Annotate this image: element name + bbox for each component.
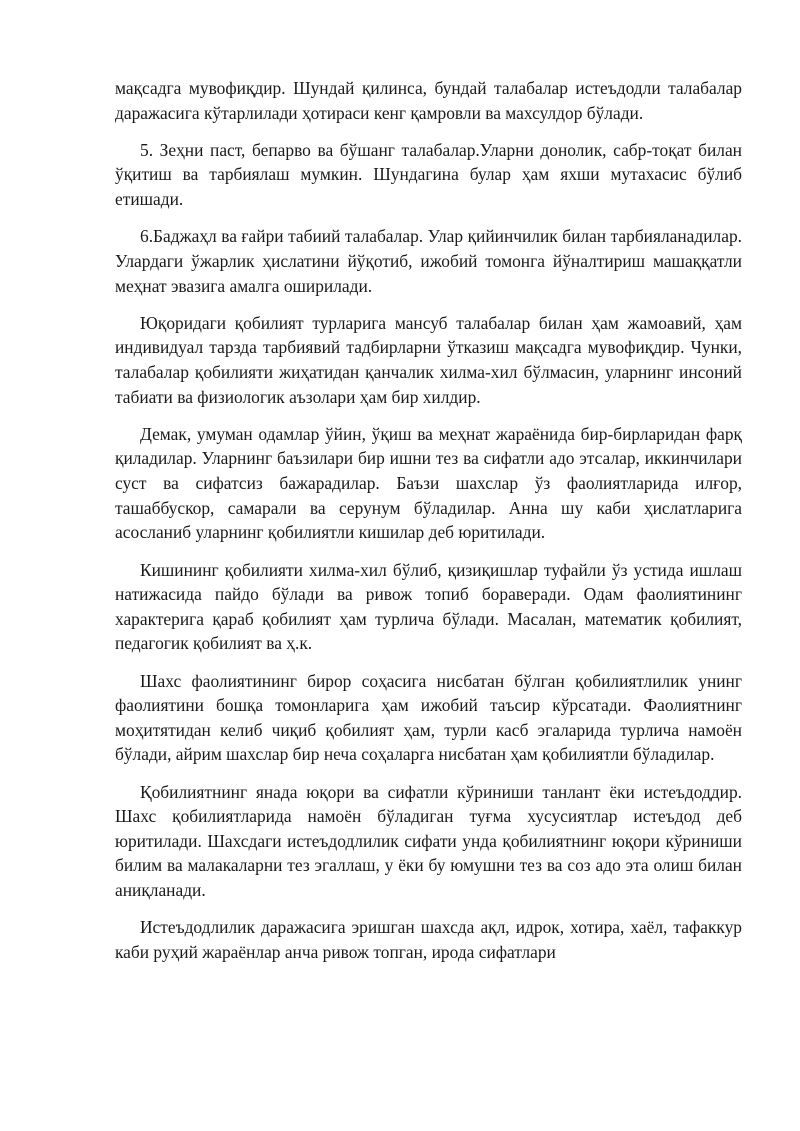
paragraph-4: Юқоридаги қобилият турларига мансуб талабалар билан ҳам жамоавий, ҳам индивидуал тарзда тарбиявий тадбирларни ўтказиш мақсадга мувофиқдир. Чунки, талабалар қобилияти жиҳатидан қанчалик хилма-хил бўлмасин, уларнинг инсоний табиати ва физиологик аъзолари ҳам бир хилдир. (115, 312, 742, 407)
paragraph-7: Шахс фаолиятининг бирор соҳасига нисбатан бўлган қобилиятлилик унинг фаолиятини бошқа томонларига ҳам ижобий таъсир кўрсатади. Фаолиятнинг моҳитятидан келиб чиқиб қобилият ҳам, турли касб эгаларида турлича намоён бўлади, айрим шахслар бир неча соҳаларга нисбатан ҳам қобилиятли бўладилар. (115, 670, 742, 765)
paragraph-8: Қобилиятнинг янада юқори ва сифатли кўриниши танлант ёки истеъдоддир. Шахс қобилиятларида намоён бўладиган туғма хусусиятлар истеъдод деб юритилади. Шахсдаги истеъдодлилик сифати унда қобилиятнинг юқори кўриниши билим ва малакаларни тез эгаллаш, у ёки бу юмушни тез ва соз адо эта олиш билан аниқланади. (115, 781, 742, 901)
paragraph-3: 6.Баджаҳл ва ғайри табиий талабалар. Улар қийинчилик билан тарбияланадилар. Улардаги ўжарлик ҳислатини йўқотиб, ижобий томонга йўналтириш машаққатли меҳнат эвазига амалга оширилади. (115, 226, 742, 296)
paragraph-2: 5. Зеҳни паст, бепарво ва бўшанг талабалар.Уларни донолик, сабр-тоқат билан ўқитиш ва тарбиялаш мумкин. Шундагина булар ҳам яхши мутахасис бўлиб етишади. (115, 139, 742, 210)
paragraph-9: Истеъдодлилик даражасига эришган шахсда ақл, идрок, хотира, хаёл, тафаккур каби руҳий жараёнлар анча ривож топган, ирода сифатлари (115, 917, 742, 962)
paragraph-1: мақсадга мувофиқдир. Шундай қилинса, бундай талабалар истеъдодли талабалар даражасига кўтарлилади ҳотираси кенг қамровли ва махсулдор бўлади. (115, 78, 742, 123)
document-body (115, 76, 742, 977)
paragraph-6: Кишининг қобилияти хилма-хил бўлиб, қизиқишлар туфайли ўз устида ишлаш натижасида пайдо бўлади ва ривож топиб бораверади. Одам фаолиятининг характерига қараб қобилият ҳам турлича бўлади. Масалан, математик қобилият, педагогик қобилият ва ҳ.к. (115, 559, 742, 654)
paragraph-5: Демак, умуман одамлар ўйин, ўқиш ва меҳнат жараёнида бир-бирларидан фарқ қиладилар. Уларнинг баъзилари бир ишни тез ва сифатли адо этсалар, иккинчилари суст ва сифатсиз бажарадилар. Баъзи шахслар ўз фаолиятларида илғор, ташаббускор, самарали ва серунум бўладилар. Анна шу каби ҳислатларига асосланиб уларнинг қобилиятли кишилар деб юритилади. (115, 423, 742, 543)
